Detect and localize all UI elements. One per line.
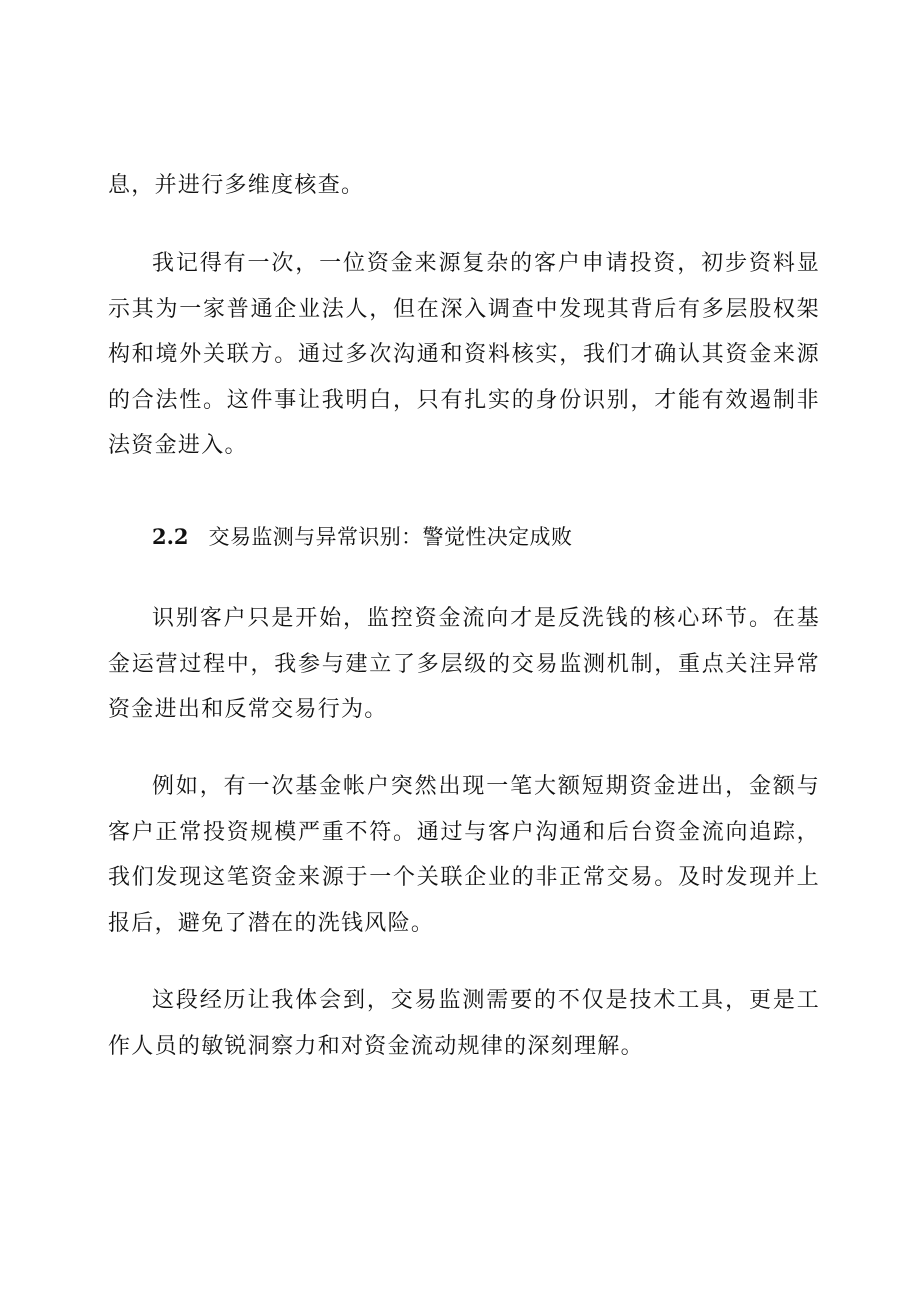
section-number: 2.2 xyxy=(152,524,189,549)
section-title: 交易监测与异常识别：警觉性决定成败 xyxy=(208,525,573,549)
paragraph-continuation: 息，并进行多维度核查。 xyxy=(108,173,365,198)
paragraph-monitoring-intro: 识别客户只是开始，监控资金流向才是反洗钱的核心环节。在基金运营过程中，我参与建立了多层级的交易监测机制，重点关注异常资金进出和反常交易行为。 xyxy=(108,606,820,722)
section-heading xyxy=(152,521,820,553)
paragraph-monitoring-example: 例如，有一次基金帐户突然出现一笔大额短期资金进出，金额与客户正常投资规模严重不符。通过与客户沟通和后台资金流向追踪，我们发现这笔资金来源于一个关联企业的非正常交易。及时发现并上报后，避免了潜在的洗钱风险。 xyxy=(108,774,820,936)
paragraph-identity-example: 我记得有一次，一位资金来源复杂的客户申请投资，初步资料显示其为一家普通企业法人，但在深入调查中发现其背后有多层股权架构和境外关联方。通过多次沟通和资料核实，我们才确认其资金来源的合法性。这件事让我明白，只有扎实的身份识别，才能有效遏制非法资金进入。 xyxy=(108,251,820,458)
paragraph-monitoring-reflection: 这段经历让我体会到，交易监测需要的不仅是技术工具，更是工作人员的敏锐洞察力和对资金流动规律的深刻理解。 xyxy=(108,988,820,1059)
